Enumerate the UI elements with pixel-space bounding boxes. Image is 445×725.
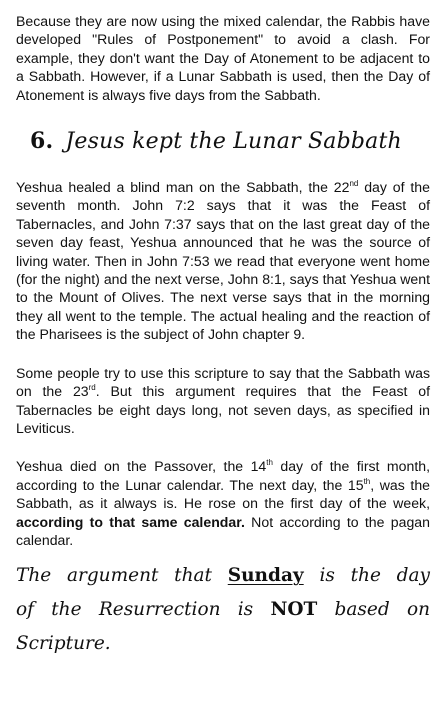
ordinal-suffix: nd — [349, 179, 359, 189]
closing-statement — [16, 559, 430, 661]
ordinal-suffix: th — [363, 476, 371, 486]
closing-text: The argument that — [16, 565, 228, 587]
intro-paragraph: Because they are now using the mixed calendar, the Rabbis have developed "Rules of Postponement" to avoid a clash. For example, they don't want the Day of Atonement to be adjacent to a Sabbath. However, if a Lunar Sabbath is used, then the Day of Atonement is always five days from the Sabbath. — [16, 13, 430, 103]
paragraph-text: day of the seventh month. John 7:2 says that it was the Feast of Tabernacles, and John 7:37 says that on the last great day of the seven day feast, Yeshua announced that he was the source of living water. Then in John 7:53 we read that everyone went home (for the night) and the next verse, John 8:1, says that Yeshua went to the Mount of Olives. The next verse says that in the morning they all went to the temple. The actual healing and the reaction of the Pharisees is the subject of John chapter 9. — [16, 179, 430, 343]
paragraph-text: , was the Sabbath, as it always is. He rose on the first day of the week, — [16, 476, 430, 512]
paragraph-text: Some people try to use this scripture to say that the Sabbath was on the 23 — [16, 364, 430, 400]
paragraph-text: Not according to the pagan calendar. — [16, 513, 430, 548]
paragraph-text: day of the first month, according to the Lunar calendar. The next day, the 15 — [16, 458, 431, 493]
section-title: Jesus kept the Lunar Sabbath — [65, 129, 402, 155]
sunday-emphasis — [228, 565, 304, 586]
ordinal-suffix: th — [266, 458, 273, 468]
paragraph-23rd-argument — [16, 364, 430, 438]
closing-text: is the day of the Resurrection is — [16, 565, 430, 621]
section-number: 6. — [30, 128, 54, 155]
sunday-word: Sunday — [227, 565, 304, 587]
closing-text: based on Scripture. — [16, 599, 430, 655]
paragraph-text: Yeshua healed a blind man on the Sabbath, the 22 — [16, 179, 350, 196]
paragraph-passover — [16, 457, 430, 549]
not-emphasis: NOT — [270, 599, 318, 621]
paragraph-text: Yeshua died on the Passover, the 14 — [16, 458, 267, 475]
document-page — [16, 12, 430, 680]
emphasis-text: according to that same calendar. — [16, 513, 245, 530]
paragraph-blind-man — [16, 178, 430, 344]
section-heading — [30, 128, 430, 154]
ordinal-suffix: rd — [88, 383, 96, 393]
paragraph-text: . But this argument requires that the Feast of Tabernacles be eight days long, not seven days, as specified in Leviticus. — [16, 383, 431, 436]
